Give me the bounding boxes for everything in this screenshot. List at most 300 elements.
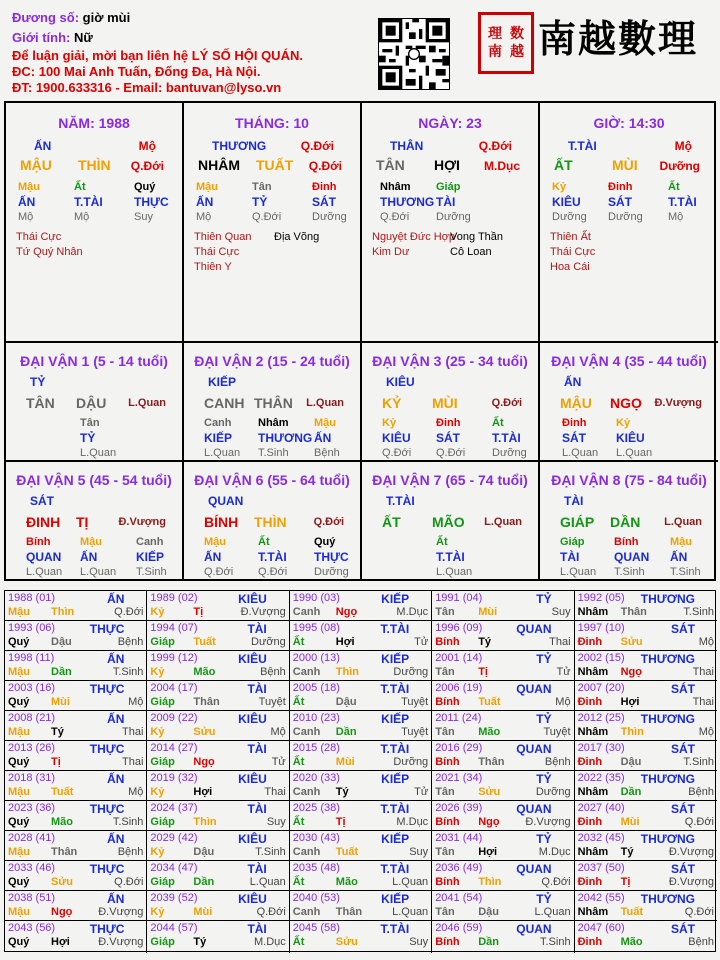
year-label: 2010 (23) xyxy=(292,712,340,724)
year-cell xyxy=(575,651,717,681)
year-branch: Sửu xyxy=(478,786,501,798)
year-stage: Tử xyxy=(414,786,429,798)
year-god: THƯƠNG xyxy=(640,832,695,846)
year-cell xyxy=(5,591,147,621)
dv-hidden-stage: L.Quan xyxy=(80,447,117,459)
year-god: THỰC xyxy=(89,922,125,936)
pillar-stem-god: Dưỡng xyxy=(659,159,700,173)
year-branch: Thìn xyxy=(193,816,217,828)
hidden-stage: Dưỡng xyxy=(436,211,471,223)
dai-van-branch: DẦN xyxy=(610,514,641,530)
dv-hidden-stem: Bính xyxy=(614,536,639,548)
year-stem: Quý xyxy=(8,876,30,888)
hidden-stem: Đinh xyxy=(608,181,633,193)
seal-stamp-icon: 理 数 南 越 xyxy=(478,12,534,74)
year-label: 2007 (20) xyxy=(577,682,625,694)
dai-van-title: ĐẠI VẬN 1 (5 - 14 tuổi) xyxy=(20,353,168,369)
dv-hidden-stage: T.Sinh xyxy=(136,566,167,578)
year-label: 2045 (58) xyxy=(292,922,340,934)
hidden-god: TÀI xyxy=(436,195,456,209)
dv-hidden-stem: Mậu xyxy=(314,417,336,429)
year-cell xyxy=(432,651,574,681)
year-label: 2038 (51) xyxy=(8,892,56,904)
year-label: 2020 (33) xyxy=(292,772,340,784)
year-stage: L.Quan xyxy=(392,876,429,888)
year-stem: Mậu xyxy=(8,846,30,858)
year-god: KIẾP xyxy=(381,712,410,726)
year-stem: Bính xyxy=(435,876,460,888)
year-stem: Đinh xyxy=(577,876,603,888)
year-god: SÁT xyxy=(670,862,695,876)
year-cell xyxy=(575,891,717,921)
dv-hidden-stem: Kỷ xyxy=(382,417,397,429)
hidden-god: SÁT xyxy=(312,195,336,209)
year-stem: Giáp xyxy=(150,636,175,648)
year-cell xyxy=(290,771,432,801)
year-god: KIÊU xyxy=(238,772,267,786)
year-stage: L.Quan xyxy=(392,906,429,918)
year-label: 2039 (52) xyxy=(150,892,198,904)
year-god: TÀI xyxy=(247,622,267,636)
year-stem: Đinh xyxy=(577,636,603,648)
year-branch: Mùi xyxy=(51,696,70,708)
year-stage: Đ.Vượng xyxy=(98,906,144,918)
year-stage: Dưỡng xyxy=(393,756,429,768)
year-label: 2034 (47) xyxy=(150,862,198,874)
pillar-branch: TUẤT xyxy=(256,157,294,173)
dv-hidden-god: TÀI xyxy=(560,550,580,564)
dv-hidden-god: T.TÀI xyxy=(492,431,521,445)
year-stage: M.Dục xyxy=(396,816,429,828)
year-label: 1995 (08) xyxy=(292,622,340,634)
hidden-stem: Tân xyxy=(252,181,272,193)
year-cell xyxy=(290,801,432,831)
year-cell xyxy=(147,861,289,891)
year-cell xyxy=(432,711,574,741)
dai-van-stem: GIÁP xyxy=(560,514,595,530)
year-god: KIÊU xyxy=(238,652,267,666)
year-branch: Tuất xyxy=(51,786,74,798)
year-branch: Tý xyxy=(51,726,64,738)
year-cell xyxy=(432,861,574,891)
year-branch: Mão xyxy=(620,936,643,948)
year-stem: Kỷ xyxy=(150,726,165,738)
year-stage: Mộ xyxy=(270,726,286,738)
dv-hidden-stage: Q.Đới xyxy=(204,566,234,578)
pillar-stem-god: Q.Đới xyxy=(130,159,164,173)
dv-hidden-stage: L.Quan xyxy=(562,447,599,459)
year-god: TỶ xyxy=(536,712,552,726)
year-god: SÁT xyxy=(670,742,695,756)
dv-hidden-stem: Nhâm xyxy=(258,417,289,429)
year-branch: Mùi xyxy=(193,906,213,918)
year-stem: Mậu xyxy=(8,786,30,798)
year-branch: Mão xyxy=(193,666,216,678)
year-label: 2008 (21) xyxy=(8,712,56,724)
hidden-god: THƯƠNG xyxy=(380,195,435,209)
star-item: Tứ Quý Nhân xyxy=(16,246,83,258)
dv-hidden-god: ẤN xyxy=(670,550,688,564)
year-stage: T.Sinh xyxy=(540,936,571,948)
year-stem: Kỷ xyxy=(150,786,165,798)
dv-hidden-stem: Đinh xyxy=(562,417,587,429)
year-branch: Dậu xyxy=(620,756,642,768)
pillar-title: NĂM: 1988 xyxy=(58,115,130,131)
year-label: 2001 (14) xyxy=(435,652,483,664)
gender-line xyxy=(12,30,93,45)
year-branch: Dần xyxy=(193,876,215,888)
year-stage: T.Sinh xyxy=(112,666,144,678)
year-god: SÁT xyxy=(670,622,695,636)
dv-hidden-god: KIẾP xyxy=(204,431,233,445)
year-label: 2047 (60) xyxy=(577,922,625,934)
star-item: Thiên Ất xyxy=(550,231,591,243)
year-cell xyxy=(147,801,289,831)
year-cell xyxy=(147,591,289,621)
dai-van-stage: L.Quan xyxy=(128,397,166,409)
pillar-title: THÁNG: 10 xyxy=(235,115,309,131)
dai-van-title: ĐẠI VẬN 5 (45 - 54 tuổi) xyxy=(16,472,172,488)
year-branch: Hợi xyxy=(51,936,70,948)
star-item: Thái Cực xyxy=(16,231,62,243)
year-branch: Sửu xyxy=(335,936,358,948)
subject-line xyxy=(12,10,130,25)
year-branch: Thìn xyxy=(335,666,360,678)
year-label: 2000 (13) xyxy=(292,652,340,664)
dv-hidden-stem: Đinh xyxy=(436,417,461,429)
dai-van-god: QUAN xyxy=(208,494,244,508)
year-branch: Hợi xyxy=(335,636,355,648)
hidden-stem: Giáp xyxy=(436,181,461,193)
year-label: 2009 (22) xyxy=(150,712,198,724)
year-cell xyxy=(5,741,147,771)
year-stem: Canh xyxy=(292,846,321,858)
year-cell xyxy=(147,621,289,651)
year-god: TỶ xyxy=(536,892,552,906)
year-stem: Quý xyxy=(8,636,30,648)
hidden-god: ẤN xyxy=(196,195,214,209)
year-label: 2024 (37) xyxy=(150,802,198,814)
year-stage: Q.Đới xyxy=(256,906,286,918)
year-label: 2040 (53) xyxy=(292,892,340,904)
year-cell xyxy=(432,891,574,921)
year-stem: Canh xyxy=(292,786,321,798)
year-stage: M.Dục xyxy=(396,606,429,618)
year-stage: Bệnh xyxy=(117,846,144,858)
year-label: 2032 (45) xyxy=(577,832,625,844)
year-stem: Nhâm xyxy=(577,906,609,918)
year-god: KIẾP xyxy=(381,832,410,846)
year-label: 2004 (17) xyxy=(150,682,198,694)
dai-van-stage: Q.Đới xyxy=(491,397,522,409)
year-stage: Q.Đới xyxy=(684,906,714,918)
year-label: 2013 (26) xyxy=(8,742,56,754)
dai-van-title: ĐẠI VẬN 6 (55 - 64 tuổi) xyxy=(194,472,350,488)
year-cell xyxy=(147,681,289,711)
year-god: TÀI xyxy=(247,682,267,696)
address-line: ĐC: 100 Mai Anh Tuấn, Đống Đa, Hà Nội. xyxy=(12,64,261,79)
year-label: 2014 (27) xyxy=(150,742,198,754)
year-cell xyxy=(575,861,717,891)
year-branch: Mùi xyxy=(478,606,498,618)
pillar-branch: THÌN xyxy=(78,157,111,173)
year-god: THỰC xyxy=(89,682,125,696)
dai-van-god: ẤN xyxy=(564,375,582,389)
hidden-god: KIÊU xyxy=(552,195,581,209)
year-stage: Thai xyxy=(692,696,714,708)
dv-hidden-stem: Mậu xyxy=(670,536,692,548)
year-god: THỰC xyxy=(89,802,125,816)
year-god: ẤN xyxy=(107,892,125,906)
year-label: 1993 (06) xyxy=(8,622,56,634)
year-cell xyxy=(290,651,432,681)
year-branch: Tý xyxy=(478,636,492,648)
year-stage: T.Sinh xyxy=(255,846,286,858)
year-cell xyxy=(432,681,574,711)
dai-van-stage: Đ.Vượng xyxy=(118,516,166,528)
year-cell xyxy=(5,681,147,711)
dai-van-stem: TÂN xyxy=(26,395,55,411)
year-branch: Mão xyxy=(335,876,358,888)
year-cell xyxy=(290,711,432,741)
year-label: 1996 (09) xyxy=(435,622,483,634)
year-branch: Thân xyxy=(335,906,363,918)
year-cell xyxy=(290,591,432,621)
year-branch: Tuất xyxy=(335,846,359,858)
header xyxy=(0,0,720,100)
year-stem: Ất xyxy=(292,876,305,888)
hidden-stage: Q.Đới xyxy=(252,211,282,223)
year-branch: Ngọ xyxy=(51,906,73,918)
dai-van-branch: THÂN xyxy=(254,395,293,411)
dai-van-stage: Đ.Vượng xyxy=(654,397,702,409)
hidden-god: T.TÀI xyxy=(668,195,697,209)
hidden-stage: Mộ xyxy=(196,211,212,223)
year-branch: Sửu xyxy=(193,726,216,738)
dv-hidden-god: ẤN xyxy=(204,550,222,564)
pillar-title: NGÀY: 23 xyxy=(418,115,482,131)
year-stem: Giáp xyxy=(150,756,175,768)
year-god: THƯƠNG xyxy=(640,772,695,786)
subject-value: giờ mùi xyxy=(82,10,131,25)
year-cell xyxy=(290,681,432,711)
dv-hidden-god: KIẾP xyxy=(136,550,165,564)
dv-hidden-stem: Bính xyxy=(26,536,51,548)
dv-hidden-stage: T.Sinh xyxy=(614,566,645,578)
year-stem: Kỷ xyxy=(150,846,165,858)
dai-van-stage: Q.Đới xyxy=(313,516,344,528)
pillar-god: THƯƠNG xyxy=(212,139,267,153)
year-cell xyxy=(575,771,717,801)
dai-van-stem: MẬU xyxy=(560,395,592,411)
year-label: 2017 (30) xyxy=(577,742,625,754)
year-branch: Tị xyxy=(620,876,631,888)
year-god: TÀI xyxy=(247,862,267,876)
year-stage: Dưỡng xyxy=(251,636,286,648)
year-stem: Bính xyxy=(435,936,460,948)
year-label: 2022 (35) xyxy=(577,772,625,784)
year-stem: Nhâm xyxy=(577,666,609,678)
year-stage: Tuyệt xyxy=(543,726,571,738)
year-cell xyxy=(5,801,147,831)
year-cell xyxy=(432,621,574,651)
star-item: Hoa Cái xyxy=(550,261,590,273)
year-god: QUAN xyxy=(516,862,552,876)
year-cell xyxy=(147,771,289,801)
year-branch: Tị xyxy=(478,666,488,678)
year-branch: Tý xyxy=(335,786,349,798)
dv-hidden-god: KIÊU xyxy=(616,431,645,445)
dv-hidden-god: ẤN xyxy=(80,550,98,564)
dv-hidden-stem: Mậu xyxy=(204,536,226,548)
dv-hidden-stage: L.Quan xyxy=(616,447,653,459)
year-label: 2025 (38) xyxy=(292,802,340,814)
year-branch: Dậu xyxy=(478,906,499,918)
pillar-god: T.TÀI xyxy=(568,139,597,153)
dv-hidden-stem: Kỷ xyxy=(616,417,631,429)
dv-hidden-god: THƯƠNG xyxy=(258,431,313,445)
year-god: TÀI xyxy=(247,742,267,756)
dv-hidden-stage: Dưỡng xyxy=(314,566,349,578)
year-stem: Mậu xyxy=(8,666,30,678)
year-god: TÀI xyxy=(247,802,267,816)
year-branch: Thìn xyxy=(51,606,75,618)
year-stem: Nhâm xyxy=(577,846,609,858)
chart-grid xyxy=(4,101,716,581)
year-stem: Mậu xyxy=(8,606,30,618)
year-stem: Nhâm xyxy=(577,726,609,738)
year-cell xyxy=(575,711,717,741)
year-cell xyxy=(290,861,432,891)
year-god: THƯƠNG xyxy=(640,652,695,666)
year-label: 1997 (10) xyxy=(577,622,625,634)
year-label: 2011 (24) xyxy=(435,712,482,724)
year-stage: L.Quan xyxy=(534,906,571,918)
pillar-3 xyxy=(362,103,540,343)
pillar-2 xyxy=(184,103,362,343)
dv-hidden-god: ẤN xyxy=(314,431,332,445)
dv-hidden-stage: Q.Đới xyxy=(436,447,466,459)
hidden-stem: Kỷ xyxy=(552,181,567,193)
year-branch: Tuất xyxy=(478,696,501,708)
dai-van-title: ĐẠI VẬN 2 (15 - 24 tuổi) xyxy=(194,353,350,369)
year-cell xyxy=(432,741,574,771)
year-god: THƯƠNG xyxy=(640,892,695,906)
dv-hidden-stem: Giáp xyxy=(560,536,585,548)
year-stem: Tân xyxy=(435,786,455,798)
dv-hidden-stage: Dưỡng xyxy=(492,447,527,459)
year-branch: Thân xyxy=(620,606,647,618)
star-item-2: Vong Thần xyxy=(450,231,504,243)
hidden-stage: Dưỡng xyxy=(552,211,587,223)
year-cell xyxy=(575,681,717,711)
year-cell xyxy=(147,891,289,921)
star-item-2: Cô Loan xyxy=(450,246,492,258)
dv-hidden-god: THỰC xyxy=(314,550,349,564)
dai-van-title: ĐẠI VẬN 4 (35 - 44 tuổi) xyxy=(551,353,707,369)
year-stem: Bính xyxy=(435,636,460,648)
year-cell xyxy=(5,891,147,921)
year-cell xyxy=(432,921,574,953)
year-stem: Nhâm xyxy=(577,786,609,798)
year-god: ẤN xyxy=(107,772,125,786)
year-cell xyxy=(147,921,289,953)
year-label: 2021 (34) xyxy=(435,772,483,784)
dai-van-5 xyxy=(6,462,184,581)
dai-van-stage: L.Quan xyxy=(484,516,522,528)
dai-van-stem: BÍNH xyxy=(204,514,239,530)
dv-hidden-stage: Bệnh xyxy=(314,447,340,459)
pillar-stem: MẬU xyxy=(20,157,52,173)
year-cell xyxy=(575,921,717,953)
year-stage: Bệnh xyxy=(688,786,714,798)
hidden-stage: Mộ xyxy=(18,211,34,223)
year-stage: M.Dục xyxy=(538,846,571,858)
year-cell xyxy=(290,741,432,771)
year-stage: Đ.Vượng xyxy=(525,816,571,828)
dai-van-branch: THÌN xyxy=(254,514,287,530)
year-branch: Dần xyxy=(335,726,357,738)
dai-van-8 xyxy=(540,462,718,581)
year-stage: Mộ xyxy=(128,696,144,708)
year-stage: Thai xyxy=(692,666,714,678)
year-stage: Đ.Vượng xyxy=(240,606,286,618)
year-cell xyxy=(5,711,147,741)
year-stage: Dưỡng xyxy=(393,666,429,678)
year-label: 2041 (54) xyxy=(435,892,483,904)
year-god: THƯƠNG xyxy=(640,712,695,726)
dv-hidden-god: SÁT xyxy=(436,431,460,445)
year-stage: Mộ xyxy=(698,636,714,648)
year-branch: Sửu xyxy=(620,636,643,648)
pillar-stem-god: M.Dục xyxy=(484,159,520,173)
year-branch: Tị xyxy=(335,816,346,828)
year-branch: Ngọ xyxy=(620,666,642,678)
year-god: T.TÀI xyxy=(380,862,410,876)
year-label: 2033 (46) xyxy=(8,862,56,874)
year-god: T.TÀI xyxy=(380,742,410,756)
year-cell xyxy=(290,831,432,861)
year-stem: Canh xyxy=(292,906,321,918)
dv-hidden-stage: T.Sinh xyxy=(258,447,289,459)
year-stem: Giáp xyxy=(150,816,175,828)
year-branch: Tị xyxy=(51,756,61,768)
year-god: TỶ xyxy=(536,832,552,846)
year-branch: Thân xyxy=(51,846,78,858)
year-god: THƯƠNG xyxy=(640,592,695,606)
pillar-stem: TÂN xyxy=(376,157,405,173)
year-stem: Bính xyxy=(435,756,460,768)
year-label: 1994 (07) xyxy=(150,622,198,634)
year-god: T.TÀI xyxy=(380,802,410,816)
hidden-stem: Ất xyxy=(668,181,680,193)
year-stage: Bệnh xyxy=(260,666,286,678)
year-label: 2015 (28) xyxy=(292,742,340,754)
year-stage: Q.Đới xyxy=(684,816,714,828)
year-stem: Kỷ xyxy=(150,666,165,678)
dv-hidden-stage: L.Quan xyxy=(204,447,241,459)
year-label: 2027 (40) xyxy=(577,802,625,814)
year-branch: Sửu xyxy=(51,876,74,888)
pillar-title: GIỜ: 14:30 xyxy=(593,115,665,131)
year-god: T.TÀI xyxy=(380,622,410,636)
year-god: KIÊU xyxy=(238,832,267,846)
year-god: THỰC xyxy=(89,862,125,876)
year-label: 2003 (16) xyxy=(8,682,56,694)
year-stem: Quý xyxy=(8,756,30,768)
year-god: KIẾP xyxy=(381,892,410,906)
star-item: Nguyệt Đức Hợp xyxy=(372,231,456,243)
